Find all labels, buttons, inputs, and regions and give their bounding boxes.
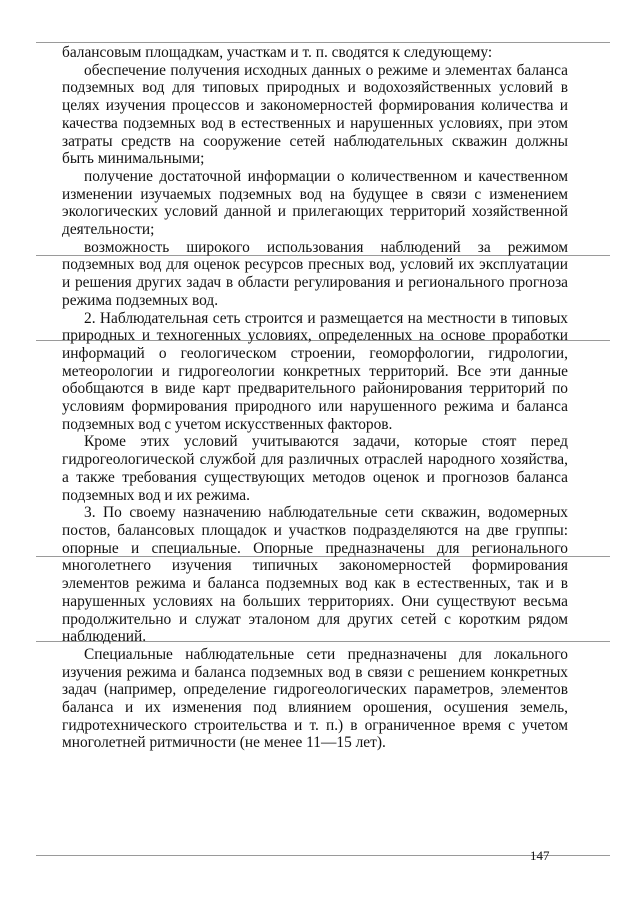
paragraph-special-networks: Специальные наблюдательные сети предназначены для локального изучения режима и баланса подземных вод в связи с решением конкретных задач (например, определение гидрогеологических параметров, элементов баланса и их изменения под влиянием орошения, осушения земель, гидротехнического строительства и т. п.) в ограниченное время с учетом многолетней ритмичности (не менее 11—15 лет). (62, 645, 568, 752)
paragraph-item-3: возможность широкого использования наблюдений за режимом подземных вод для оценок ресурсов пресных вод, условий их эксплуатации и решения других задач в области регулирования и регионального прогноза режима подземных вод. (62, 238, 568, 309)
body-text (62, 44, 568, 752)
paragraph-conditions: Кроме этих условий учитываются задачи, которые стоят перед гидрогеологической службой для различных отраслей народного хозяйства, а также требования существующих методов оценок и прогнозов баланса подземных вод и их режима. (62, 433, 568, 504)
paragraph-section-2: 2. Наблюдательная сеть строится и размещается на местности в типовых природных и техногенных условиях, определенных на основе проработки информаций о геологическом строении, геоморфологии, гидрологии, метеорологии и гидрогеологии конкретных территорий. Все эти данные обобщаются в виде карт предварительного районирования территорий по условиям формирования природного или нарушенного режима и баланса подземных вод с учетом искусственных факторов. (62, 309, 568, 433)
scan-line (36, 855, 610, 856)
page-number: 147 (530, 848, 550, 863)
paragraph-continuation: балансовым площадкам, участкам и т. п. сводятся к следующему: (62, 44, 493, 61)
paragraph-item-2: получение достаточной информации о количественном и качественном изменении изучаемых подземных вод на будущее в связи с изменением экологических условий данной и прилегающих территорий хозяйственной деятельности; (62, 167, 568, 239)
paragraph-section-3: 3. По своему назначению наблюдательные сети скважин, водомерных постов, балансовых площадок и участков подразделяются на две группы: опорные и специальные. Опорные предназначены для регионального многолетнего изучения типичных закономерностей формирования элементов режима и баланса подземных вод как в естественных, так и в нарушенных условиях на больших территориях. Они существуют весьма продолжительно и служат эталоном для других сетей с коротким рядом наблюдений. (62, 504, 568, 646)
paragraph-item-1: обеспечение получения исходных данных о режиме и элементах баланса подземных вод для типовых природных и водохозяйственных условий в целях изучения процессов и закономерностей формирования количества и качества подземных вод в естественных и нарушенных условиях, при этом затраты средств на сооружение сетей наблюдательных скважин должны быть минимальными; (62, 61, 568, 168)
scan-line (36, 42, 610, 43)
